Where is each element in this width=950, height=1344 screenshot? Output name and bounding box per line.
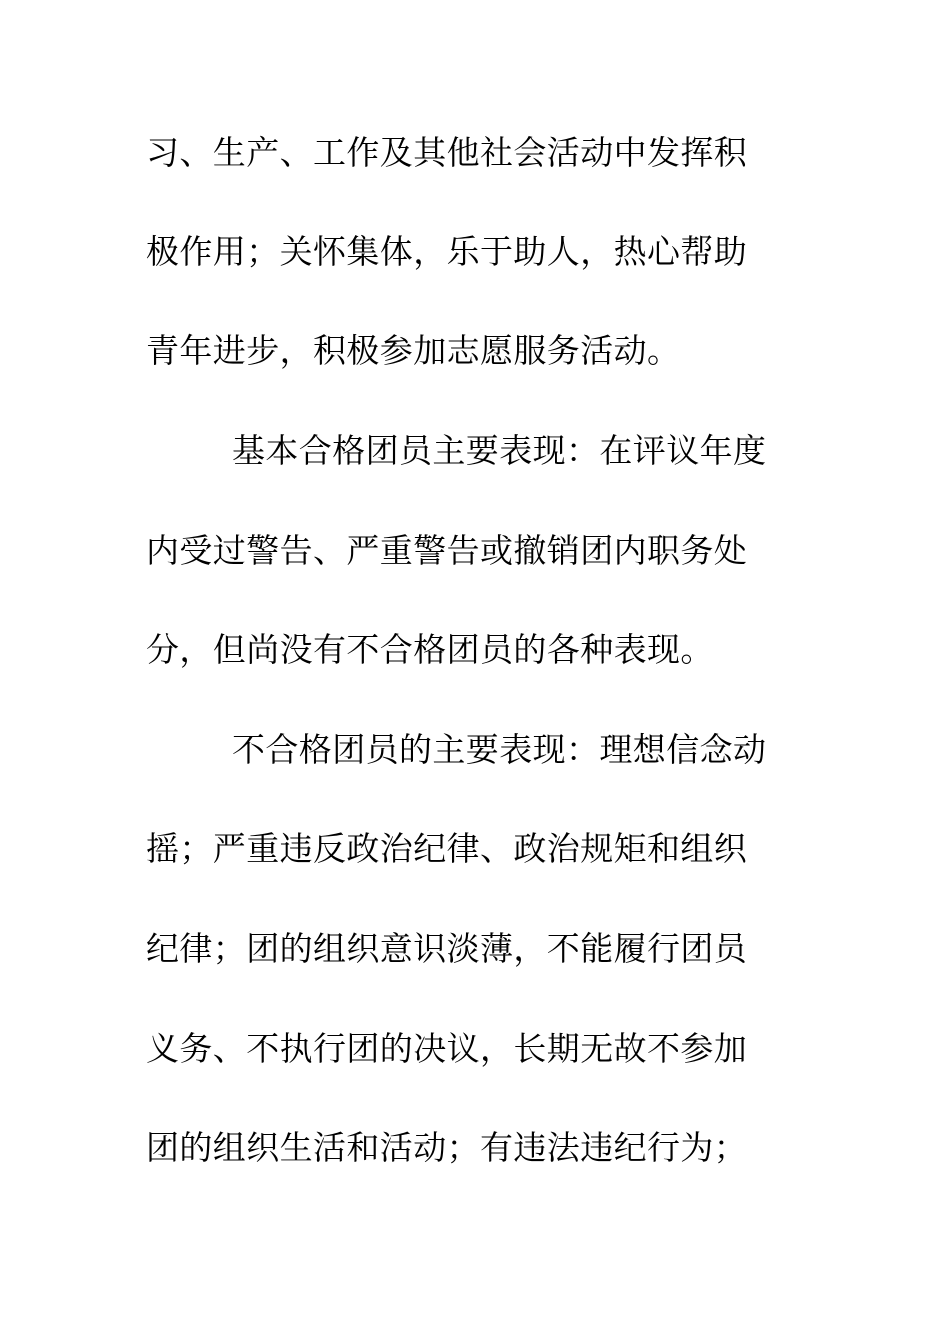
text-line-6: 分，但尚没有不合格团员的各种表现。 xyxy=(146,630,714,669)
paragraph-start-unqualified: 不合格团员的主要表现：理想信念动 xyxy=(232,730,767,769)
text-line-8: 摇；严重违反政治纪律、政治规矩和组织 xyxy=(146,829,748,868)
text-line-5: 内受过警告、严重警告或撤销团内职务处 xyxy=(146,531,748,570)
text-line-2: 极作用；关怀集体，乐于助人，热心帮助 xyxy=(146,232,748,271)
text-line-1: 习、生产、工作及其他社会活动中发挥积 xyxy=(146,133,748,172)
paragraph-start-basic-qualified: 基本合格团员主要表现：在评议年度 xyxy=(232,431,767,470)
text-line-3: 青年进步，积极参加志愿服务活动。 xyxy=(146,331,681,370)
text-line-9: 纪律；团的组织意识淡薄，不能履行团员 xyxy=(146,929,748,968)
text-line-10: 义务、不执行团的决议，长期无故不参加 xyxy=(146,1029,748,1068)
text-line-11: 团的组织生活和活动；有违法违纪行为； xyxy=(146,1128,748,1167)
